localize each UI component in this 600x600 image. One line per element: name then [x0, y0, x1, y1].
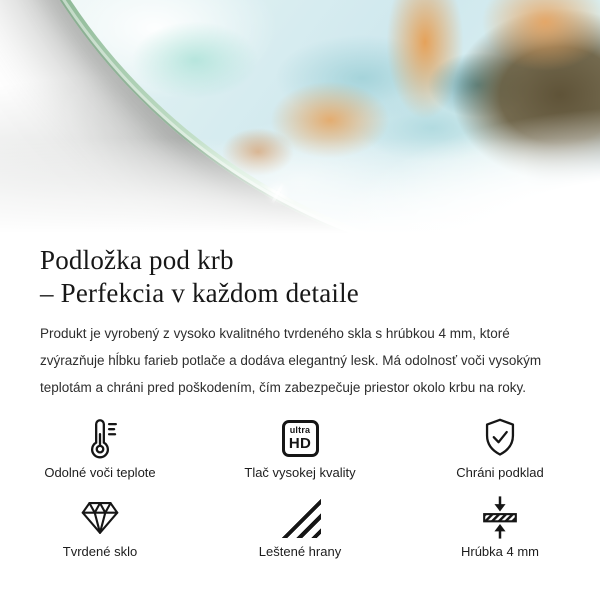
uhd-badge-top: ultra [289, 424, 311, 435]
feature-label: Tlač vysokej kvality [244, 465, 356, 480]
ultra-hd-icon [282, 416, 319, 460]
feature-protects-surface [400, 416, 600, 480]
polished-edges-icon [279, 495, 321, 539]
product-hero-image [0, 0, 600, 238]
feature-label: Hrúbka 4 mm [460, 544, 540, 559]
feature-polished-edges [200, 495, 400, 559]
feature-label: Leštené hrany [258, 544, 342, 559]
feature-label: Odolné voči teplote [44, 465, 156, 480]
feature-label: Tvrdené sklo [62, 544, 138, 559]
feature-label: Chráni podklad [456, 465, 544, 480]
product-description: Produkt je vyrobený z vysoko kvalitného tvrdeného skla s hrúbkou 4 mm, ktoré zvýrazňuje hĺbku farieb potlače a dodáva elegantný lesk. Má odolnosť voči vysokým teplotám a chráni pred poškodením, čím zabezpečuje priestor okolo krbu na roky. [40, 326, 542, 395]
features-grid [0, 416, 600, 559]
hero-white-fade [0, 0, 600, 238]
diamond-icon [77, 495, 123, 539]
sparkle-highlight [265, 180, 291, 206]
title-line-2: – Perfekcia v každom detaile [40, 278, 359, 308]
feature-print-quality [200, 416, 400, 480]
thermometer-icon [77, 416, 123, 460]
product-info-section [0, 244, 600, 401]
page-title [40, 244, 560, 310]
feature-thickness [400, 495, 600, 559]
thickness-press-icon [477, 495, 523, 539]
feature-heat-resistant [0, 416, 200, 480]
uhd-badge-bottom: HD [288, 434, 312, 452]
feature-tempered-glass [0, 495, 200, 559]
title-line-1: Podložka pod krb [40, 245, 234, 275]
shield-check-icon [477, 416, 523, 460]
